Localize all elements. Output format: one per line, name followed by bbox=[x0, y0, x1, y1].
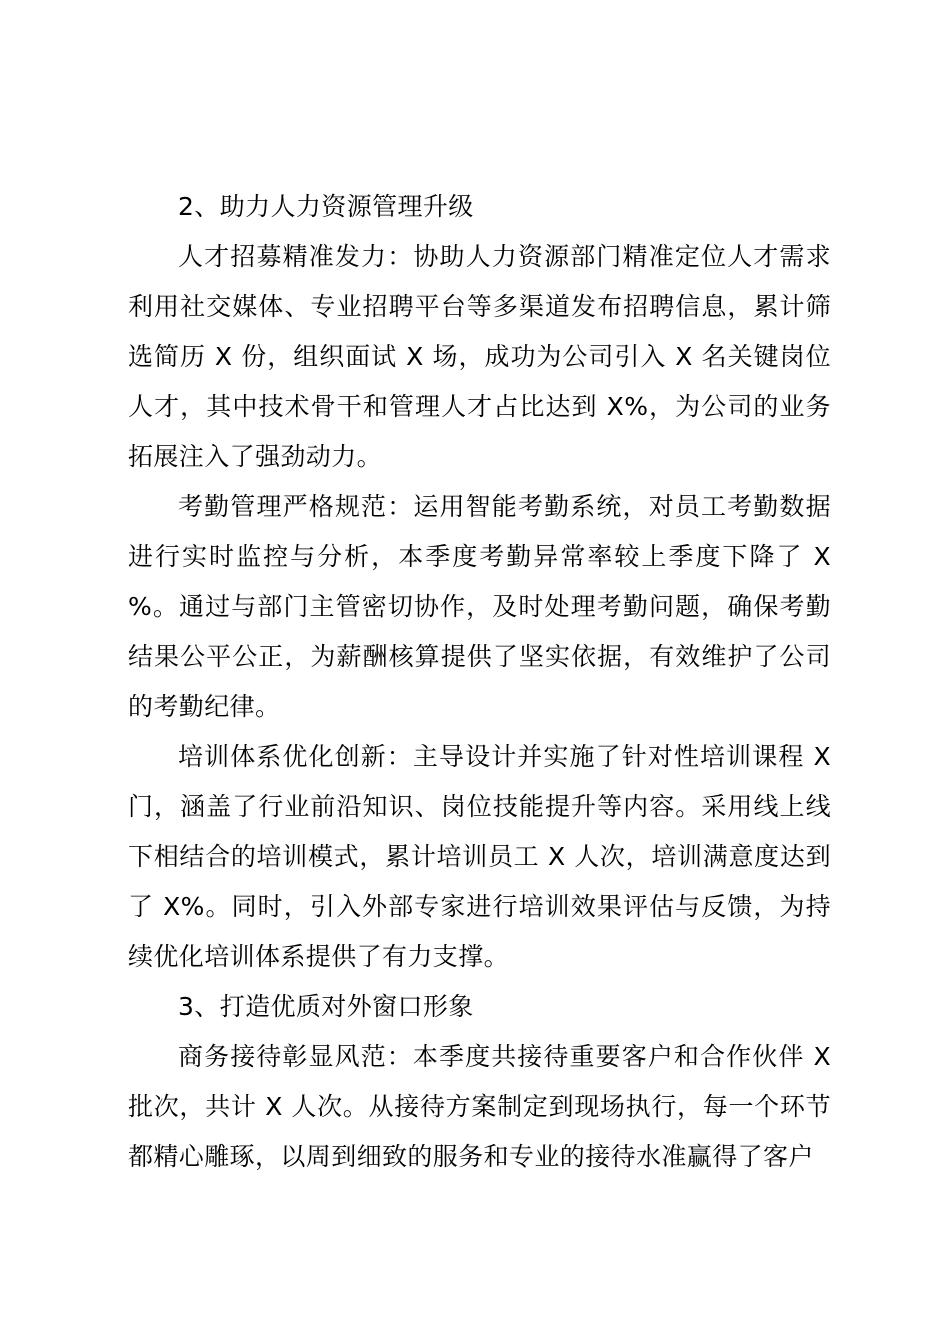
paragraph-training-system: 培训体系优化创新：主导设计并实施了针对性培训课程 X 门，涵盖了行业前沿知识、岗位技能提升等内容。采用线上线下相结合的培训模式，累计培训员工 X 人次，培训满意度达到了 X%。同时，引入外部专家进行培训效果评估与反馈，为持续优化培训体系提供了有力支撑。 bbox=[128, 742, 831, 971]
section-3-heading: 3、打造优质对外窗口形象 bbox=[178, 992, 474, 1021]
section-2-heading: 2、助力人力资源管理升级 bbox=[178, 192, 474, 221]
paragraph-business-reception: 商务接待彰显风范：本季度共接待重要客户和合作伙伴 X 批次，共计 X 人次。从接待方案制定到现场执行，每一个环节都精心雕琢，以周到细致的服务和专业的接待水准赢得了客户 bbox=[128, 1042, 831, 1171]
paragraph-attendance-management: 考勤管理严格规范：运用智能考勤系统，对员工考勤数据进行实时监控与分析，本季度考勤异常率较上季度下降了 X %。通过与部门主管密切协作，及时处理考勤问题，确保考勤结果公平公正，为薪酬核算提供了坚实依据，有效维护了公司的考勤纪律。 bbox=[128, 492, 831, 721]
paragraph-talent-recruitment: 人才招募精准发力：协助人力资源部门精准定位人才需求利用社交媒体、专业招聘平台等多渠道发布招聘信息，累计筛选简历 X 份，组织面试 X 场，成功为公司引入 X 名关键岗位人才，其中技术骨干和管理人才占比达到 X%，为公司的业务拓展注入了强劲动力。 bbox=[128, 242, 831, 471]
document-page bbox=[128, 182, 831, 1182]
